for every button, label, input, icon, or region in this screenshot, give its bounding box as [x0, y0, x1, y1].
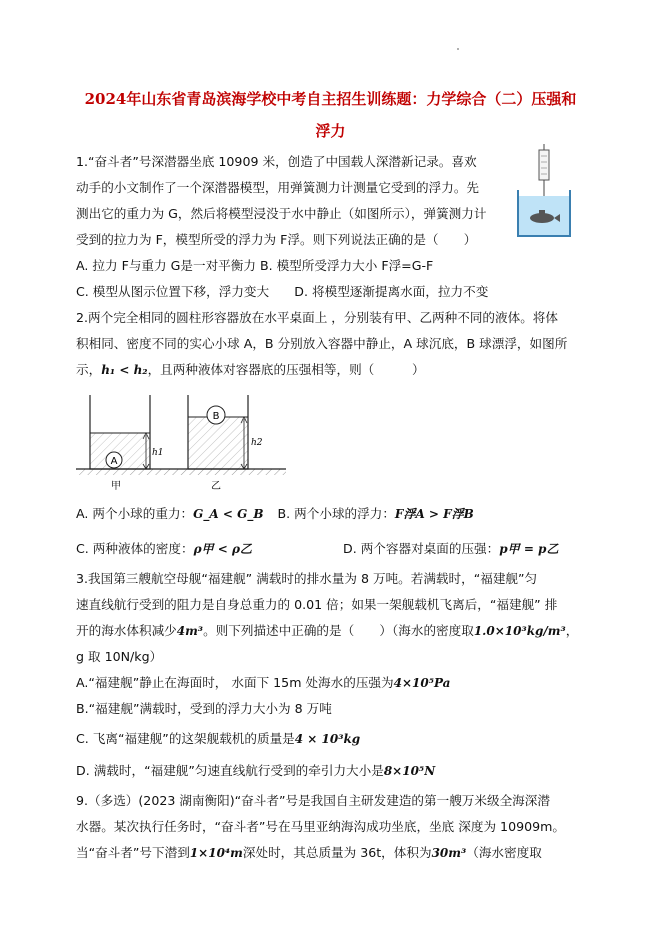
q2-h1-label: h1 [152, 448, 164, 458]
q9-line-3-a: 当“奋斗者”号下潜到 [76, 845, 190, 860]
q2-option-b-math: F浮A > F浮B [394, 507, 474, 521]
q2-ball-b-label: B [212, 411, 220, 422]
q3-option-c-math: 4 × 10³kg [294, 732, 361, 746]
q2-h2-label: h2 [251, 438, 263, 448]
q3-option-d-math: 8×10⁵N [383, 764, 436, 778]
q9-line-3 [76, 845, 542, 861]
speck [457, 48, 459, 50]
q2-line-3-tail: ，且两种液体对容器底的压强相等，则（ ） [147, 362, 425, 377]
q2-line-1: 2.两个完全相同的圆柱形容器放在水平桌面上 ，分别装有甲、乙两种不同的液体。将体 [76, 310, 558, 325]
q9-line-3-b: 深处时，其总质量为 36t，体积为 [242, 845, 432, 860]
q3-line-3-c: ， [565, 623, 579, 638]
q3-line-3-b: 。则下列描述中正确的是（ ）（海水的密度取 [203, 623, 474, 638]
q3-option-a-text: A.“福建舰”静止在海面时， 水面下 15m 处海水的压强为 [76, 675, 394, 690]
q3-option-d [76, 763, 435, 779]
q3-density-value: 1.0×10³kg/m³ [473, 624, 566, 638]
q9-line-2: 水器。某次执行任务时，“奋斗者”号在马里亚纳海沟成功坐底，坐底 深度为 10909m。 [76, 819, 565, 834]
q2-option-d-text: D. 两个容器对桌面的压强： [343, 541, 500, 556]
q3-line-3 [76, 623, 578, 639]
q2-line-2: 积相同、密度不同的实心小球 A，B 分别放入容器中静止，A 球沉底，B 球漂浮，如图所 [76, 336, 568, 351]
q3-option-c-text: C. 飞离“福建舰”的这架舰载机的质量是 [76, 731, 295, 746]
q2-line-3 [76, 362, 425, 378]
q1-line-3: 测出它的重力为 G，然后将模型浸没于水中静止（如图所示），弹簧测力计 [76, 206, 487, 221]
q2-ball-a-label: A [110, 456, 118, 467]
q2-option-c [76, 541, 252, 557]
q3-line-1: 3.我国第三艘航空母舰“福建舰” 满载时的排水量为 8 万吨。若满载时，“福建舰”匀 [76, 571, 538, 586]
q1-option-ab: A. 拉力 F与重力 G是一对平衡力 B. 模型所受浮力大小 F浮=G-F [76, 258, 434, 273]
q2-option-a-math: G_A < G_B [193, 507, 264, 521]
q2-label-yi: 乙 [211, 481, 221, 492]
page-title: 2024年山东省青岛滨海学校中考自主招生训练题：力学综合（二）压强和 [84, 90, 577, 108]
q2-h-relation: h₁ < h₂ [101, 363, 148, 377]
q2-option-d-math: p甲 = p乙 [499, 542, 559, 556]
q1-line-4: 受到的拉力为 F，模型所受的浮力为 F浮。则下列说法正确的是（ ） [76, 232, 477, 247]
q2-options-ab [76, 506, 474, 522]
q2-option-b-text: B. 两个小球的浮力： [277, 506, 395, 521]
q3-line-3-a: 开的海水体积减少 [76, 623, 177, 638]
q2-containers-figure [76, 393, 286, 495]
q1-line-2: 动手的小文制作了一个深潜器模型，用弹簧测力计测量它受到的浮力。先 [76, 180, 479, 195]
q2-option-c-text: C. 两种液体的密度： [76, 541, 194, 556]
q9-line-3-c: （海水密度取 [466, 845, 542, 860]
q1-line-1: 1.“奋斗者”号深潜器坐底 10909 米，创造了中国载人深潜新记录。喜欢 [76, 154, 477, 169]
q9-depth-value: 1×10⁴m [189, 846, 243, 860]
q1-option-cd: C. 模型从图示位置下移，浮力变大 D. 将模型逐渐提离水面，拉力不变 [76, 284, 489, 299]
q2-label-jia: 甲 [111, 481, 121, 492]
q9-volume-value: 30m³ [431, 846, 467, 860]
q1-spring-scale-figure [512, 144, 576, 240]
q2-option-c-math: ρ甲 < ρ乙 [193, 542, 252, 556]
q3-option-a-math: 4×10⁵Pa [393, 676, 451, 690]
page-title-continued: 浮力 [315, 122, 346, 140]
q3-option-c [76, 731, 360, 747]
q3-option-d-text: D. 满载时，“福建舰”匀速直线航行受到的牵引力大小是 [76, 763, 384, 778]
q2-option-d [343, 541, 558, 557]
q9-line-1: 9.（多选）(2023 湖南衡阳)“奋斗者”号是我国自主研发建造的第一艘万米级全海深潜 [76, 793, 550, 808]
q3-option-a [76, 675, 450, 691]
q3-option-b: B.“福建舰”满载时，受到的浮力大小为 8 万吨 [76, 701, 332, 716]
q2-line-3-lead: 示， [76, 362, 102, 377]
q3-line-2: 速直线航行受到的阻力是自身总重力的 0.01 倍；如果一架舰载机飞离后，“福建舰” 排 [76, 597, 558, 612]
q2-option-a-text: A. 两个小球的重力： [76, 506, 194, 521]
q3-volume-value: 4m³ [176, 624, 204, 638]
q3-line-4: g 取 10N/kg） [76, 649, 163, 664]
